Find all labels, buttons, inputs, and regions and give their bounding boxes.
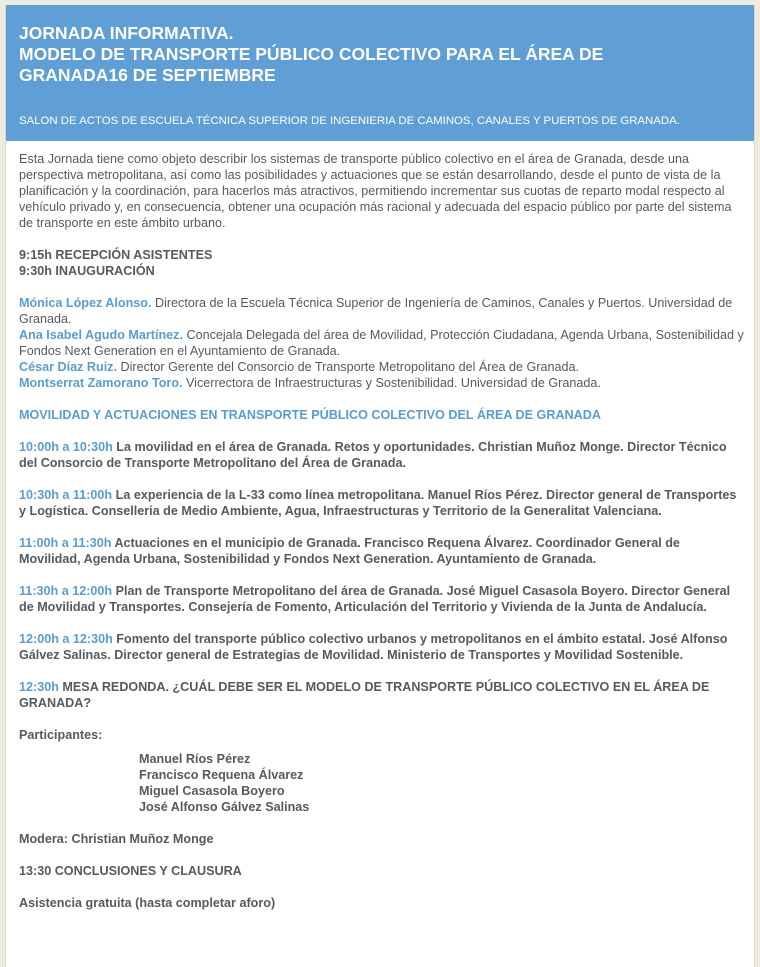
session-text: La movilidad en el área de Granada. Retos y oportunidades. Christian Muñoz Monge. Director Técnico del Consorcio de Transporte Metropolitano del Área de Granada. bbox=[19, 440, 727, 470]
moderator-text: Modera: Christian Muñoz Monge bbox=[19, 832, 214, 846]
session-item bbox=[19, 631, 744, 663]
session-text: Actuaciones en el municipio de Granada. Francisco Requena Álvarez. Coordinador General de Movilidad, Agenda Urbana, Sostenibilidad y Fondos Next Generation. Ayuntamiento de Granada. bbox=[19, 536, 680, 566]
participants-label: Participantes: bbox=[19, 728, 103, 742]
title-line-1: JORNADA INFORMATIVA. bbox=[19, 23, 234, 43]
venue-text: SALON DE ACTOS DE ESCUELA TÉCNICA SUPERIOR DE INGENIERIA DE CAMINOS, CANALES Y PUERTOS DE GRANADA. bbox=[19, 115, 680, 127]
speaker-role: Directora de la Escuela Técnica Superior de Ingeniería de Caminos, Canales y Puertos. Universidad de Granada. bbox=[19, 296, 733, 326]
header-banner bbox=[6, 5, 754, 141]
session-item bbox=[19, 439, 744, 471]
session-text: Fomento del transporte público colectivo urbanos y metropolitanos en el ámbito estatal. José Alfonso Gálvez Salinas. Director general de Estrategias de Movilidad. Ministerio de Transportes y Movilidad Sostenible. bbox=[19, 632, 728, 662]
session-time: 11:30h a 12:00h bbox=[19, 584, 113, 598]
speaker-name: Mónica López Alonso. bbox=[19, 296, 152, 310]
speaker-item bbox=[19, 359, 744, 375]
speaker-role: Concejala Delegada del área de Movilidad, Protección Ciudadana, Agenda Urbana, Sostenibilidad y Fondos Next Generation en el Ayuntamiento de Granada. bbox=[19, 328, 744, 358]
title-line-2: MODELO DE TRANSPORTE PÚBLICO COLECTIVO PARA EL ÁREA DE bbox=[19, 44, 604, 64]
opening-reception: 9:15h RECEPCIÓN ASISTENTES bbox=[19, 248, 213, 262]
attendance-text: Asistencia gratuita (hasta completar aforo) bbox=[19, 896, 276, 910]
closing-text: 13:30 CONCLUSIONES Y CLAUSURA bbox=[19, 864, 242, 878]
title-line-3: GRANADA16 DE SEPTIEMBRE bbox=[19, 65, 276, 85]
speaker-name: Ana Isabel Agudo Martínez. bbox=[19, 328, 183, 342]
session-time: 12:00h a 12:30h bbox=[19, 632, 113, 646]
participant-name: Manuel Ríos Pérez bbox=[139, 752, 251, 766]
intro-paragraph: Esta Jornada tiene como objeto describir los sistemas de transporte público colectivo en el área de Granada, desde una perspectiva metropolitana, así como las posibilidades y actuaciones que se están desarrollando, desde el punto de vista de la planificación y la coordinación, para hacerlos más atractivos, permitiendo incrementar sus cuotas de reparto modal respecto al vehículo privado y, en consecuencia, obtener una ocupación más racional y adecuada del espacio público por parte del sistema de transporte en este ámbito urbano. bbox=[19, 152, 732, 230]
section-heading: MOVILIDAD Y ACTUACIONES EN TRANSPORTE PÚBLICO COLECTIVO DEL ÁREA DE GRANADA bbox=[19, 408, 601, 422]
session-text: MESA REDONDA. ¿CUÁL DEBE SER EL MODELO DE TRANSPORTE PÚBLICO COLECTIVO EN EL ÁREA DE GRANADA? bbox=[19, 680, 710, 710]
speaker-name: Montserrat Zamorano Toro. bbox=[19, 376, 183, 390]
session-item bbox=[19, 535, 744, 567]
speaker-role: Director Gerente del Consorcio de Transporte Metropolitano del Área de Granada. bbox=[116, 360, 580, 374]
speaker-item bbox=[19, 375, 744, 391]
session-time: 10:30h a 11:00h bbox=[19, 488, 113, 502]
session-time: 10:00h a 10:30h bbox=[19, 440, 113, 454]
session-time: 12:30h bbox=[19, 680, 59, 694]
round-table bbox=[19, 679, 744, 711]
page-frame bbox=[5, 5, 755, 967]
session-item bbox=[19, 487, 744, 519]
session-item bbox=[19, 583, 744, 615]
speaker-name: César Díaz Ruiz. bbox=[19, 360, 117, 374]
opening-inauguration: 9:30h INAUGURACIÓN bbox=[19, 264, 155, 278]
page-title bbox=[19, 23, 742, 86]
session-text: La experiencia de la L-33 como línea metropolitana. Manuel Ríos Pérez. Director general de Transportes y Logística. Conselleria de Medio Ambiente, Agua, Infraestructuras y Territorio de la Generalitat Valenciana. bbox=[19, 488, 737, 518]
speaker-item bbox=[19, 327, 744, 359]
participant-name: José Alfonso Gálvez Salinas bbox=[139, 800, 310, 814]
participant-name: Francisco Requena Álvarez bbox=[139, 768, 304, 782]
speaker-item bbox=[19, 295, 744, 327]
main-content bbox=[19, 151, 744, 911]
session-time: 11:00h a 11:30h bbox=[19, 536, 112, 550]
speaker-role: Vicerrectora de Infraestructuras y Sostenibilidad. Universidad de Granada. bbox=[182, 376, 601, 390]
participant-name: Miguel Casasola Boyero bbox=[139, 784, 285, 798]
session-text: Plan de Transporte Metropolitano del área de Granada. José Miguel Casasola Boyero. Director General de Movilidad y Transportes. Consejería de Fomento, Articulación del Territorio y Vivienda de la Junta de Andalucía. bbox=[19, 584, 731, 614]
